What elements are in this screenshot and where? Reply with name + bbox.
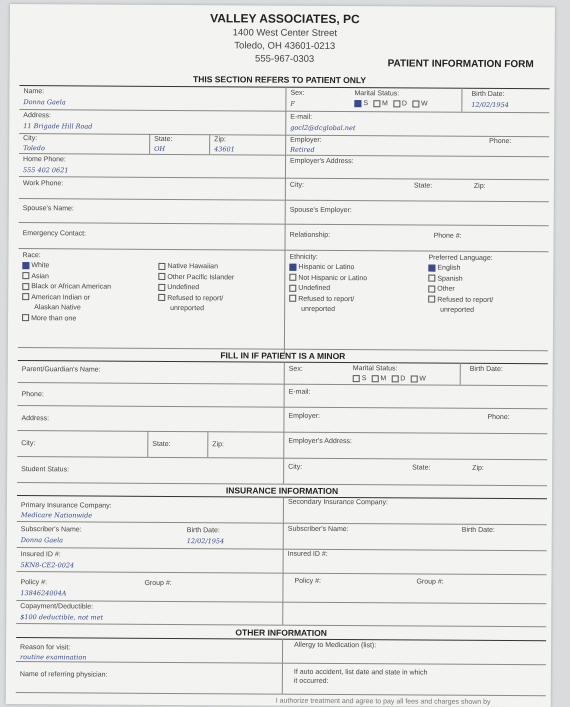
sec-dob-label: Birth Date: [461,526,495,534]
copay-label: Copayment/Deductible: [20,603,94,611]
copay-value[interactable]: $100 deductible, not met [20,613,104,622]
checkbox[interactable] [22,293,29,300]
checkbox[interactable] [373,100,380,107]
option-label-continued: unreported [301,305,336,313]
sex-label: Sex: [290,89,305,97]
home-phone-label: Home Phone: [23,156,66,164]
form-title: PATIENT INFORMATION FORM [387,58,534,71]
work-phone-label: Work Phone: [22,180,64,188]
relationship-label: Relationship: [289,231,331,239]
section-title-insurance: INSURANCE INFORMATION [225,485,339,497]
minor-emp-city-label: City: [288,463,303,471]
subscriber-dob-label: Birth Date: [186,527,220,535]
sec-insured-id-label: Insured ID #: [287,550,328,558]
guardian-label: Parent/Guardian's Name: [21,366,101,374]
language-options [428,264,493,317]
marital-option-label: M [380,375,387,383]
marital-option-label: D [401,100,407,108]
option-label: Hispanic or Latino [298,263,355,272]
minor-emp-zip-label: Zip: [472,464,484,472]
marital-option[interactable] [353,375,367,382]
state-label: State: [154,135,173,143]
patient-employer[interactable]: Retired [290,145,315,154]
option-label: Black or African American [31,283,112,291]
name-label: Name: [23,88,45,96]
policy-number[interactable]: 1384624004A [20,589,67,598]
option-item[interactable] [22,261,111,272]
employer-phone-label: Phone: [489,137,512,146]
marital-option-label: D [400,375,406,383]
group-label: Group #: [144,579,172,587]
city-label: City: [23,135,38,143]
checkbox[interactable] [410,375,417,382]
checkbox[interactable] [289,295,296,302]
subscriber-label: Subscriber's Name: [20,526,82,534]
spouse-employer-label: Spouse's Employer: [289,206,352,215]
marital-label: Marital Status: [354,90,400,98]
minor-phone-label: Phone: [21,391,44,399]
option-label: Spanish [437,275,463,283]
section-title-other: OTHER INFORMATION [235,627,327,638]
subscriber-dob[interactable]: 12/02/1954 [186,537,225,546]
checkbox[interactable] [353,375,360,382]
option-label: Other Pacific Islander [167,273,235,281]
section-title-minor: FILL IN IF PATIENT IS A MINOR [220,350,346,362]
marital-option-label: W [419,375,426,383]
patient-sex[interactable]: F [290,99,295,108]
secondary-insurance-label: Secondary Insurance Company: [287,498,388,507]
checkbox[interactable] [158,263,165,270]
marital-option-label: W [420,100,428,108]
option-label-continued: unreported [440,306,475,314]
minor-employer-label: Employer: [288,412,321,420]
option-label: More than one [31,314,77,322]
minor-emp-state-label: State: [412,464,431,472]
emp-city-label: City: [289,181,304,189]
option-item[interactable] [158,283,234,294]
option-item[interactable] [428,285,493,296]
minor-city-label: City: [21,440,36,448]
dob-label: Birth Date: [471,90,505,99]
emergency-phone-label: Phone #: [433,232,462,240]
option-item[interactable] [22,293,111,304]
policy-label: Policy #: [20,579,47,587]
insured-id-label: Insured ID #: [20,551,61,559]
checkbox[interactable] [22,283,29,290]
checkbox[interactable] [428,275,435,282]
student-status-label: Student Status: [21,466,70,474]
checkbox-checked[interactable] [428,264,435,271]
option-label: Not Hispanic or Latino [298,274,368,282]
marital-option[interactable] [410,375,426,382]
option-item[interactable] [428,274,493,285]
option-label: Asian [31,272,49,280]
option-label: Refused to report/ [298,295,355,303]
patient-zip[interactable]: 43601 [214,145,235,154]
reason-label: Reason for visit: [20,644,71,652]
minor-dob-label: Birth Date: [469,365,503,374]
insured-id[interactable]: 5KN8-CE2-0024 [20,561,75,570]
option-item[interactable] [158,293,234,304]
primary-insurance-label: Primary Insurance Company: [20,502,112,510]
checkbox[interactable] [22,314,29,321]
checkbox-checked[interactable] [289,263,296,270]
marital-option-label: S [361,375,367,383]
option-label: Undefined [167,283,200,292]
marital-option[interactable] [354,100,368,107]
option-label: American Indian or [31,293,90,301]
sec-group-label: Group #: [416,578,444,586]
minor-marital-options [353,374,431,385]
patient-address[interactable]: 11 Brigade Hill Road [23,122,93,131]
company-street: 1400 West Center Street [232,27,338,39]
emp-zip-label: Zip: [473,182,486,190]
option-label: Undefined [298,284,331,292]
checkbox[interactable] [391,375,398,382]
option-item[interactable] [158,272,234,283]
emp-state-label: State: [413,182,433,190]
spouse-name-label: Spouse's Name: [22,205,74,213]
marital-option[interactable] [373,100,388,107]
zip-label: Zip: [214,136,226,144]
accident-label: If auto accident, list date and state in which [293,668,428,677]
reason-value[interactable]: routine examination [19,653,87,662]
option-label: Refused to report/ [167,294,224,302]
checkbox[interactable] [428,296,435,303]
company-phone: 555-967-0303 [255,53,315,65]
option-label: Other [437,285,455,293]
minor-marital-label: Marital Status: [352,365,398,373]
checkbox[interactable] [289,274,296,281]
ethnicity-options [289,263,367,316]
minor-state-label: State: [152,440,171,448]
employer-label: Employer: [290,136,322,144]
referring-label: Name of referring physician: [19,671,108,679]
checkbox[interactable] [393,100,400,107]
checkbox[interactable] [158,273,165,280]
marital-option[interactable] [371,375,386,382]
address-label: Address: [23,112,51,120]
option-label-continued: Alaskan Native [34,304,81,312]
accident-label-2: it occurred: [293,677,329,685]
authorization-cutoff: I authorize treatment and agree to pay all fees and charges shown by [275,697,491,706]
marital-option-label: S [363,100,369,108]
company-city: Toledo, OH 43601-0213 [234,40,336,52]
option-item[interactable] [22,272,111,283]
marital-option[interactable] [412,100,428,107]
option-label: Native Hawaiian [167,262,219,271]
race-options-2 [158,262,234,315]
race-options-1 [22,261,111,325]
checkbox[interactable] [22,272,29,279]
sec-subscriber-label: Subscriber's Name: [287,525,349,534]
option-item[interactable] [428,264,493,275]
option-label: Refused to report/ [437,296,494,304]
sec-policy-label: Policy #: [294,577,321,585]
minor-emp-phone-label: Phone: [487,413,510,422]
company-name: VALLEY ASSOCIATES, PC [210,11,360,27]
option-item[interactable] [158,262,234,273]
language-label: Preferred Language: [428,254,493,262]
option-item[interactable] [22,282,111,293]
minor-email-label: E-mail: [288,388,311,396]
employer-address-label: Employer's Address: [290,157,354,166]
checkbox[interactable] [158,284,165,291]
patient-dob[interactable]: 12/02/1954 [471,100,509,110]
checkbox[interactable] [289,284,296,291]
checkbox[interactable] [158,294,165,301]
option-item[interactable] [22,314,111,325]
patient-state[interactable]: OH [154,144,166,153]
race-label: Race: [22,252,41,260]
form-sheet [6,4,555,707]
patient-name[interactable]: Donna Gaela [23,98,66,107]
option-item[interactable] [289,284,367,295]
patient-email[interactable]: gocl2@dcglobal.net [290,123,356,133]
marital-option[interactable] [393,100,407,107]
minor-sex-label: Sex: [288,365,303,373]
ethnicity-label: Ethnicity: [289,253,318,261]
option-item[interactable] [289,294,367,305]
primary-insurance[interactable]: Medicare Nationwide [20,511,93,520]
minor-employer-address-label: Employer's Address: [288,437,352,446]
minor-address-label: Address: [21,415,50,423]
option-item[interactable] [289,273,367,284]
emergency-label: Emergency Contact: [22,230,87,238]
checkbox-checked[interactable] [22,262,29,269]
option-label-continued: unreported [170,304,205,313]
marital-option-label: M [382,100,388,108]
option-label: White [31,262,50,270]
marital-option[interactable] [391,375,405,382]
checkbox[interactable] [412,100,419,107]
patient-home-phone[interactable]: 555 402 0621 [22,166,69,175]
section-title-patient: THIS SECTION REFERS TO PATIENT ONLY [192,74,367,86]
subscriber-name[interactable]: Donna Gaela [20,536,64,545]
minor-zip-label: Zip: [212,441,225,449]
email-label: E-mail: [290,113,313,121]
patient-city[interactable]: Toledo [23,144,45,153]
checkbox-checked[interactable] [354,100,361,107]
option-item[interactable] [428,295,493,306]
allergy-label: Allergy to Medication (list): [294,641,377,650]
marital-options [354,99,432,110]
option-label: English [437,264,461,272]
checkbox[interactable] [371,375,378,382]
option-item[interactable] [289,263,367,274]
checkbox[interactable] [428,285,435,292]
